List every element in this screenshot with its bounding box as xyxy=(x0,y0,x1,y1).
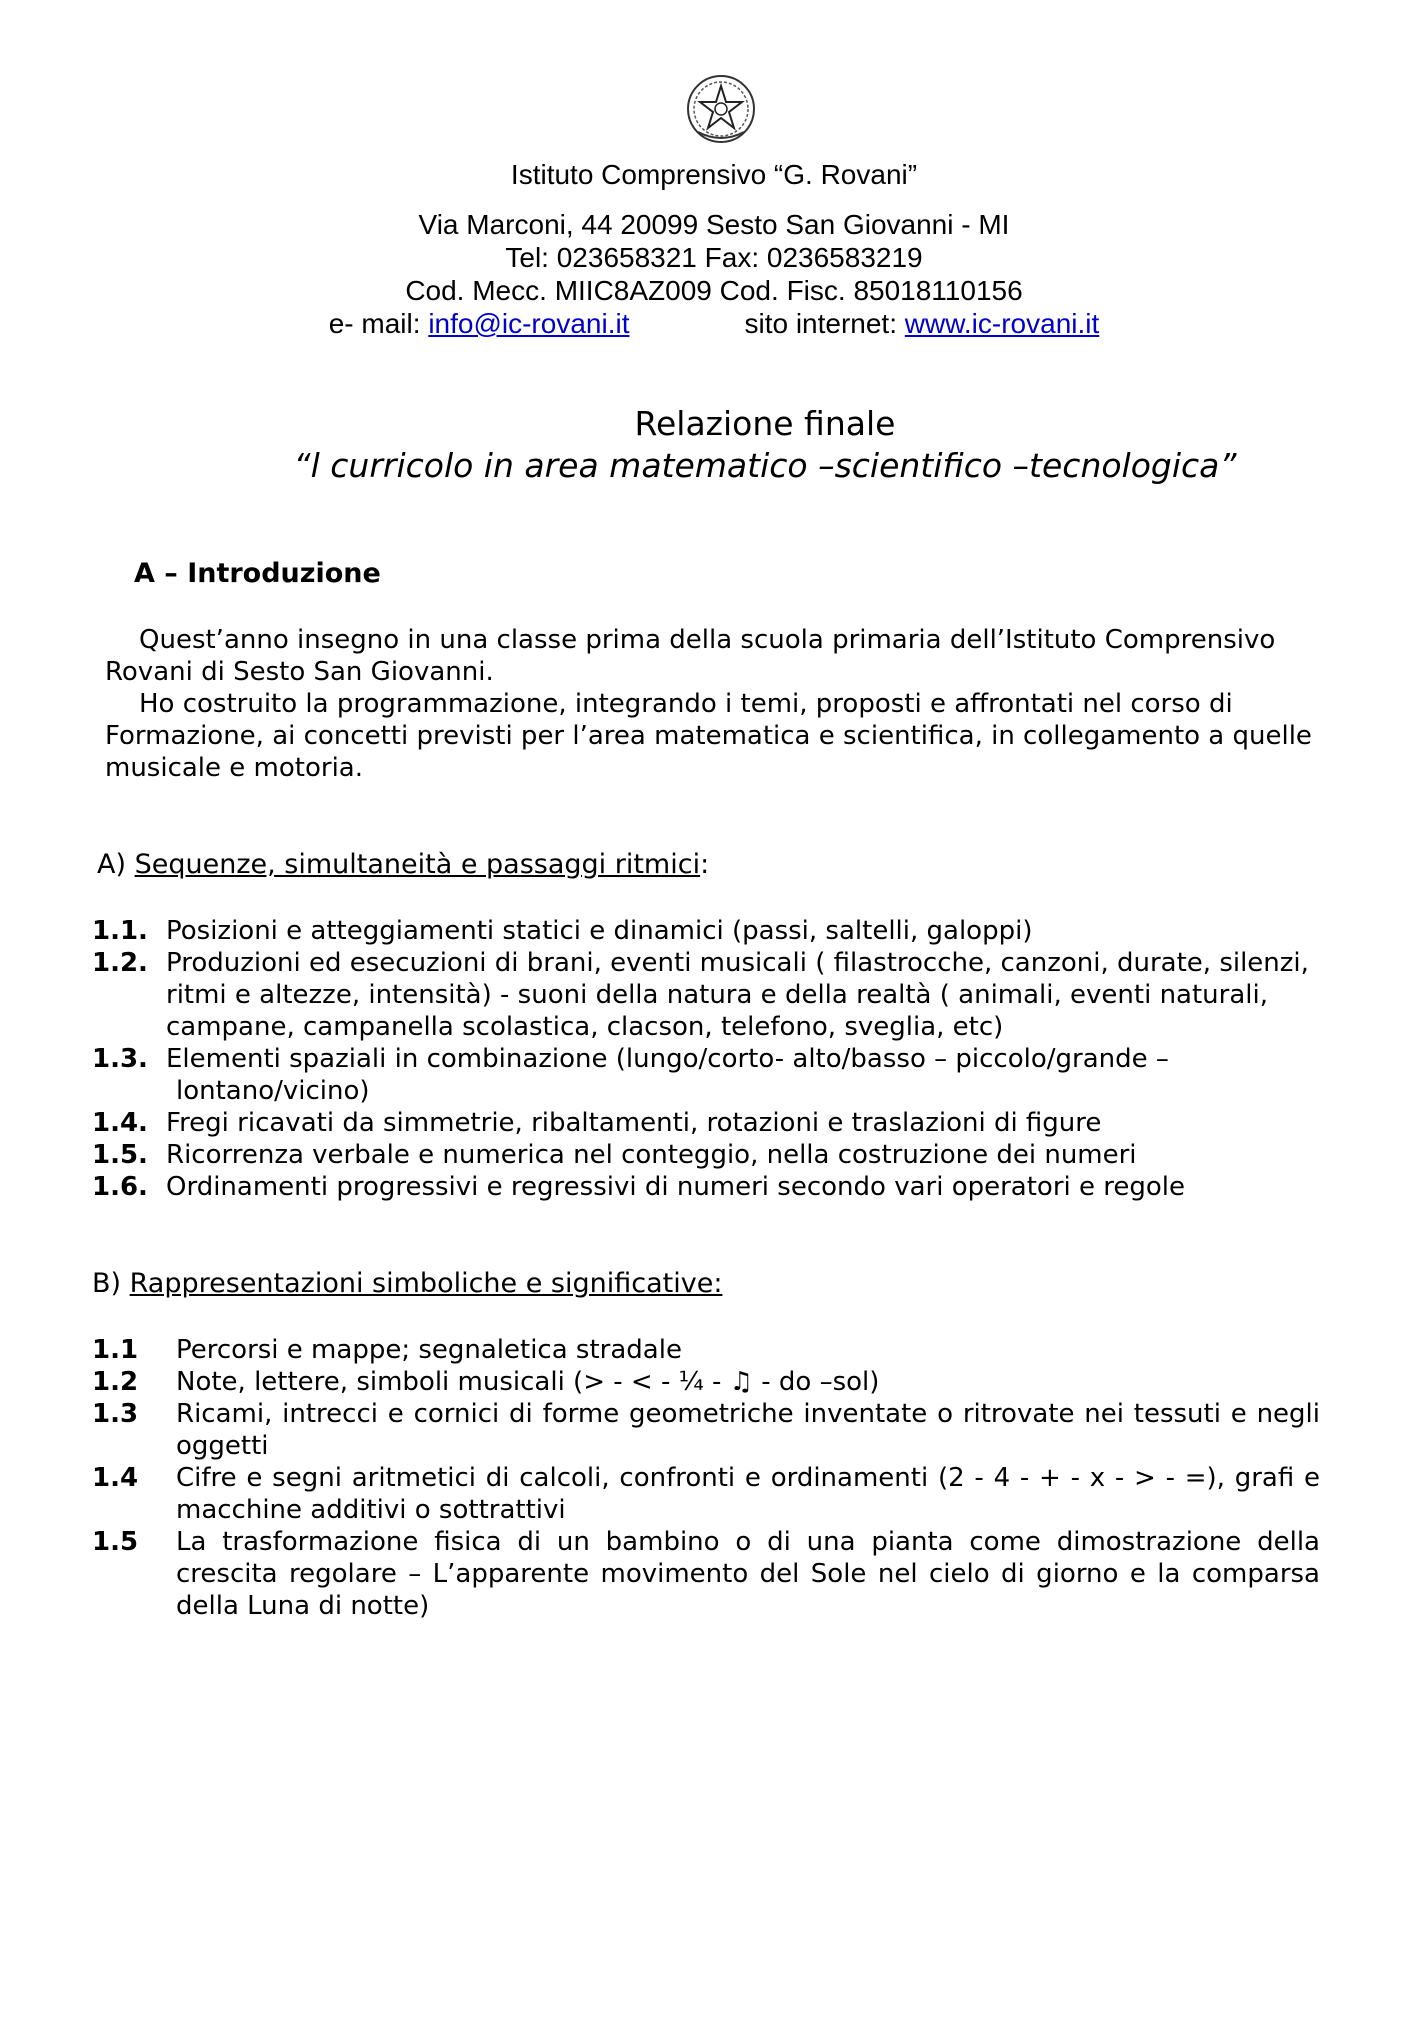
school-codes: Cod. Mecc. MIIC8AZ009 Cod. Fisc. 85018110156 xyxy=(405,275,1023,306)
republic-emblem-icon xyxy=(684,72,758,146)
list-item xyxy=(92,1139,1342,1171)
list-item xyxy=(92,1171,1342,1203)
section-a-heading xyxy=(97,849,709,881)
section-b-title: Rappresentazioni simboliche e significative: xyxy=(129,1268,723,1299)
list-item xyxy=(92,1334,1320,1366)
item-number: 1.3. xyxy=(92,1044,148,1074)
section-a-title: Sequenze, simultaneità e passaggi ritmici xyxy=(134,849,701,880)
item-text: Ricorrenza verbale e numerica nel conteggio, nella costruzione dei numeri xyxy=(166,1140,1137,1170)
school-name: Istituto Comprensivo “G. Rovani” xyxy=(510,159,918,190)
item-number: 1.2 xyxy=(92,1367,139,1397)
item-number: 1.5. xyxy=(92,1140,148,1170)
list-item xyxy=(92,1398,1320,1462)
list-item xyxy=(92,1366,1320,1398)
list-item xyxy=(92,915,1342,947)
intro-paragraph-2: Ho costruito la programmazione, integrando i temi, proposti e affrontati nel corso di Formazione, ai concetti previsti per l’area matematica e scientifica, in collegamento a quelle musicale e motoria. xyxy=(105,689,1312,783)
intro-paragraph-1: Quest’anno insegno in una classe prima della scuola primaria dell’Istituto Comprensivo Rovani di Sesto San Giovanni. xyxy=(105,625,1276,687)
section-b-list xyxy=(92,1334,1320,1622)
list-item xyxy=(92,1462,1320,1526)
item-number: 1.5 xyxy=(92,1527,139,1557)
email-link[interactable]: info@ic-rovani.it xyxy=(428,308,630,339)
item-number: 1.4 xyxy=(92,1463,139,1493)
school-address: Via Marconi, 44 20099 Sesto San Giovanni - MI xyxy=(418,209,1010,240)
item-number: 1.6. xyxy=(92,1172,148,1202)
section-a-list xyxy=(92,915,1342,1203)
item-text: Produzioni ed esecuzioni di brani, eventi musicali ( filastrocche, canzoni, durate, silenzi, ritmi e altezze, intensità) - suoni della natura e della realtà ( animali, eventi naturali, campane, campanella scolastica, clacson, telefono, sveglia, etc) xyxy=(166,948,1309,1042)
item-text: Posizioni e atteggiamenti statici e dinamici (passi, saltelli, galoppi) xyxy=(166,916,1033,946)
list-item xyxy=(92,1107,1342,1139)
school-phone-fax: Tel: 023658321 Fax: 0236583219 xyxy=(505,242,923,273)
section-a-prefix: A) xyxy=(97,849,135,880)
section-b-heading xyxy=(92,1268,722,1300)
school-contacts xyxy=(0,308,1428,340)
item-number: 1.1. xyxy=(92,916,148,946)
site-label: sito internet: xyxy=(744,308,905,339)
document-title: Relazione finale xyxy=(634,404,896,443)
item-number: 1.2. xyxy=(92,948,148,978)
item-number: 1.1 xyxy=(92,1335,139,1365)
item-text: Cifre e segni aritmetici di calcoli, confronti e ordinamenti (2 - 4 - + - x - > - =), grafi e macchine additivi o sottrattivi xyxy=(176,1463,1320,1525)
item-text: Fregi ricavati da simmetrie, ribaltamenti, rotazioni e traslazioni di figure xyxy=(166,1108,1102,1138)
list-item xyxy=(92,1526,1320,1622)
list-item xyxy=(92,947,1342,1043)
item-number: 1.4. xyxy=(92,1108,148,1138)
item-number: 1.3 xyxy=(92,1399,139,1429)
item-text: Elementi spaziali in combinazione (lungo/corto- alto/basso – piccolo/grande – lontano/vicino) xyxy=(166,1044,1169,1106)
intro-heading: A – Introduzione xyxy=(134,558,381,589)
item-text: Ordinamenti progressivi e regressivi di numeri secondo vari operatori e regole xyxy=(166,1172,1186,1202)
item-text: La trasformazione fisica di un bambino o di una pianta come dimostrazione della crescita regolare – L’apparente movimento del Sole nel cielo di giorno e la comparsa della Luna di notte) xyxy=(176,1527,1320,1621)
document-subtitle: “l curricolo in area matematico –scientifico –tecnologica” xyxy=(293,446,1237,485)
website-link[interactable]: www.ic-rovani.it xyxy=(904,308,1100,339)
email-label: e- mail: xyxy=(328,308,429,339)
item-text: Ricami, intrecci e cornici di forme geometriche inventate o ritrovate nei tessuti e negli oggetti xyxy=(176,1399,1320,1461)
section-b-prefix: B) xyxy=(92,1268,130,1299)
item-text: Percorsi e mappe; segnaletica stradale xyxy=(176,1335,682,1365)
list-item xyxy=(92,1043,1342,1107)
item-text: Note, lettere, simboli musicali (> - < - ¼ - ♫ - do –sol) xyxy=(176,1367,880,1397)
section-a-suffix: : xyxy=(700,849,710,880)
